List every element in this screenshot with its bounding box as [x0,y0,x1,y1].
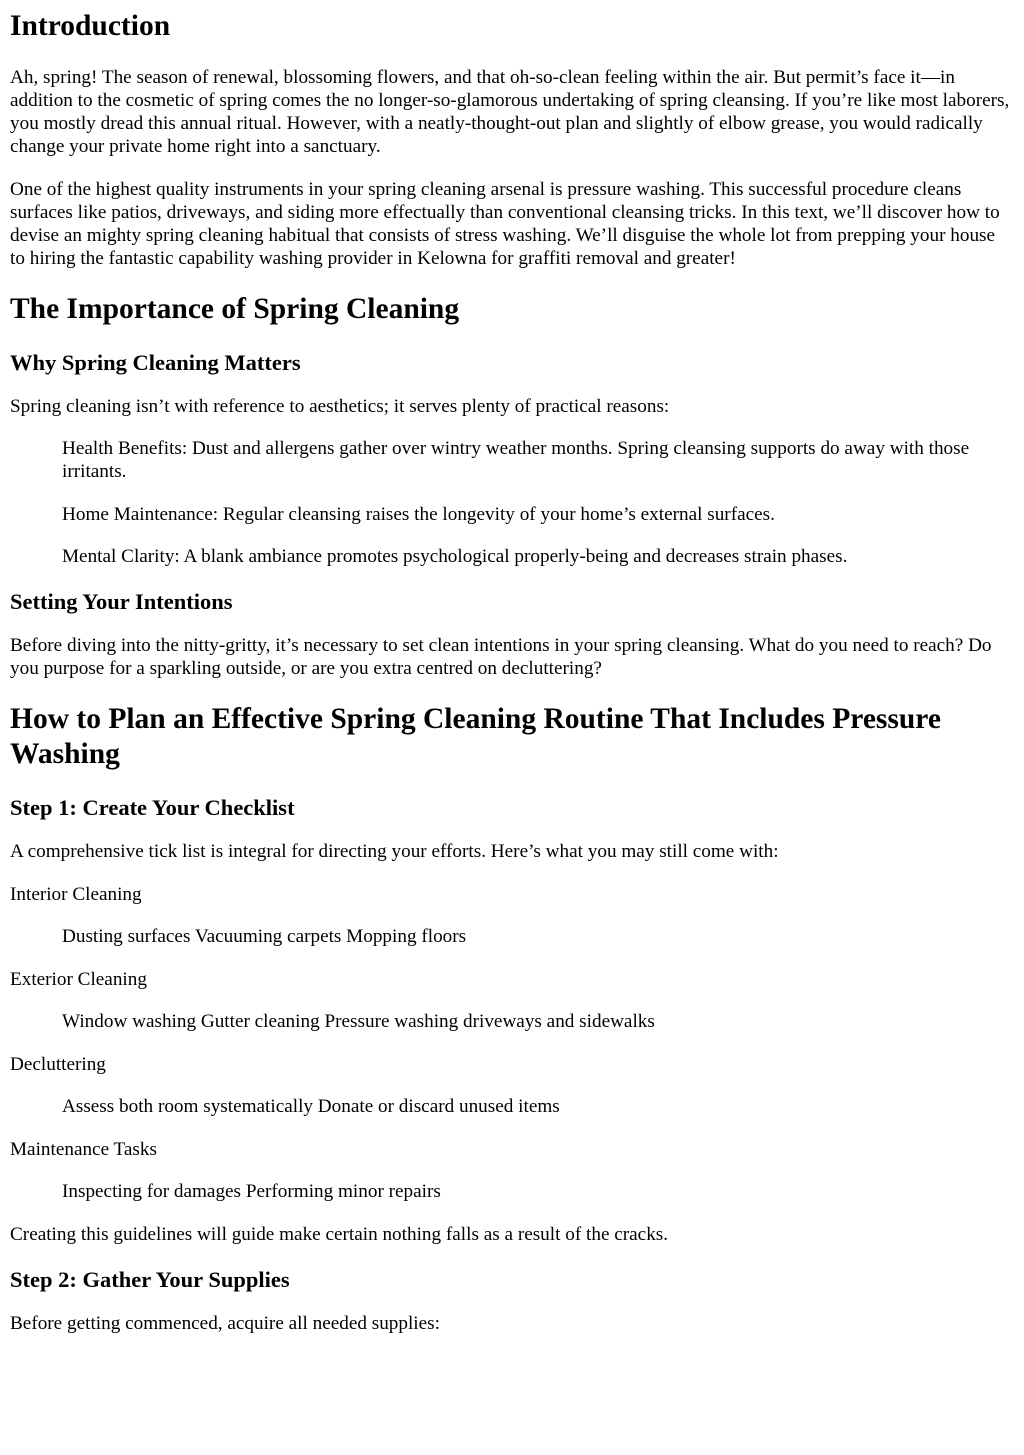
step2-lead: Before getting commenced, acquire all needed supplies: [10,1312,440,1334]
why-item-clarity: Mental Clarity: A blank ambiance promotes psychological properly-being and decreases strain phases. [62,546,848,567]
group-title-decluttering: Decluttering [10,1053,106,1075]
why-item-health: Health Benefits: Dust and allergens gather over wintry weather months. Spring cleansing supports do away with those irritants. [62,438,970,482]
group-title-interior: Interior Cleaning [10,883,142,905]
why-item-maintenance: Home Maintenance: Regular cleansing raises the longevity of your home’s external surfaces. [62,503,775,525]
group-items-decluttering: Assess both room systematically Donate or discard unused items [62,1096,560,1117]
group-title-exterior: Exterior Cleaning [10,968,147,990]
heading-importance: The Importance of Spring Cleaning [10,292,460,325]
step1-closing: Creating this guidelines will guide make certain nothing falls as a result of the cracks. [10,1223,669,1245]
group-items-exterior: Window washing Gutter cleaning Pressure washing driveways and sidewalks [62,1011,655,1032]
intro-paragraph-1: Ah, spring! The season of renewal, blossoming flowers, and that oh-so-clean feeling within the air. But permit’s face it—in addition to the cosmetic of spring comes the no longer-so-glamorous undertaking of spring cleansing. If you’re like most laborers, you mostly dread this annual ritual. However, with a neatly-thought-out plan and slightly of elbow grease, you would radically change your private home right into a sanctuary. [10,67,1010,157]
intentions-text: Before diving into the nitty-gritty, it’s necessary to set clean intentions in your spring cleansing. What do you need to reach? Do you purpose for a sparkling outside, or are you extra centred on decluttering? [10,635,992,679]
step1-lead: A comprehensive tick list is integral for directing your efforts. Here’s what you may still come with: [10,841,779,862]
heading-setting-intentions: Setting Your Intentions [10,589,233,614]
article [0,9,1024,1335]
heading-step-1: Step 1: Create Your Checklist [10,795,295,820]
group-items-interior: Dusting surfaces Vacuuming carpets Mopping floors [62,926,467,947]
group-title-maintenance: Maintenance Tasks [10,1138,157,1160]
heading-plan: How to Plan an Effective Spring Cleaning Routine That Includes Pressure Washing [10,703,941,770]
heading-introduction: Introduction [10,10,171,42]
heading-why-spring-cleaning: Why Spring Cleaning Matters [10,349,301,375]
why-lead: Spring cleaning isn’t with reference to aesthetics; it serves plenty of practical reasons: [10,395,670,417]
heading-step-2: Step 2: Gather Your Supplies [10,1266,290,1292]
group-items-maintenance: Inspecting for damages Performing minor repairs [62,1181,441,1202]
intro-paragraph-2: One of the highest quality instruments in your spring cleaning arsenal is pressure washing. This successful procedure cleans surfaces like patios, driveways, and siding more effectually than conventional cleansing tricks. In this text, we’ll discover how to devise an mighty spring cleaning habitual that consists of stress washing. We’ll disguise the whole lot from prepping your house to hiring the fantastic capability washing provider in Kelowna for graffiti removal and greater! [10,178,1000,269]
